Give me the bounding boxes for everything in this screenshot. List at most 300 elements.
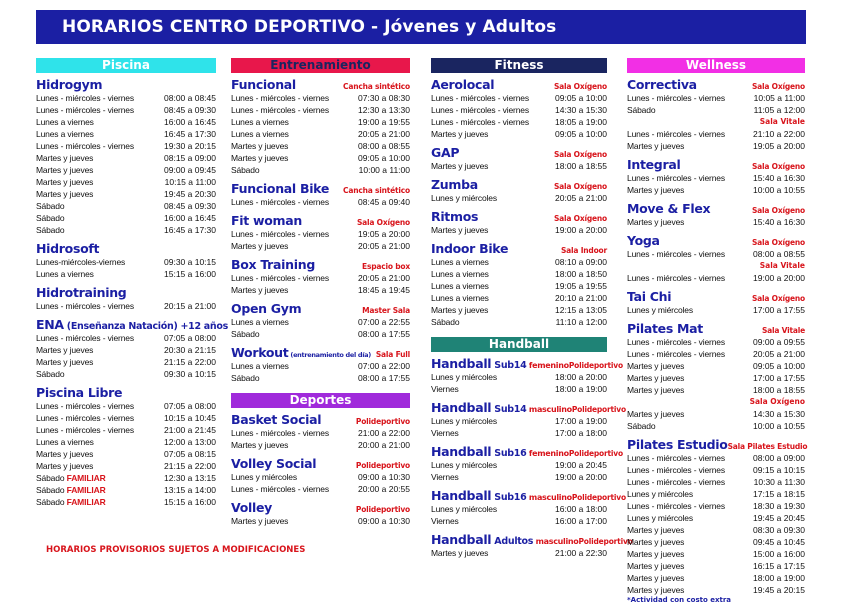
sub-location: Sala Vitale [759,117,805,126]
activity-block [36,317,228,380]
schedule-days: Lunes y miércoles [431,504,497,514]
schedule-time: 15:15 a 16:00 [164,269,216,279]
activity-header [627,157,805,172]
activity-block [431,532,633,559]
activity-block [627,157,805,196]
schedule-days: Lunes y miércoles [627,513,693,523]
schedule-row [231,272,410,284]
activity-header [36,317,228,332]
activity-location: Sala Indoor [560,246,607,255]
schedule-row [627,464,805,476]
schedule-time: 13:15 a 14:00 [164,485,216,495]
schedule-days: Lunes y miércoles [627,305,693,315]
schedule-row [36,256,216,268]
activity-header [231,456,410,471]
schedule-time: 16:00 a 18:00 [555,504,607,514]
schedule-row [431,304,607,316]
schedule-row [231,92,410,104]
schedule-time: 08:30 a 09:30 [753,525,805,535]
activity-location: Polideportivo [568,361,623,370]
schedule-days: Martes y jueves [431,225,489,235]
schedule-time: 18:00 a 19:00 [555,384,607,394]
schedule-row [36,212,216,224]
schedule-time: 08:45 a 09:30 [164,201,216,211]
activity-block [431,241,607,328]
activity-block [431,209,607,236]
schedule-row [231,128,410,140]
schedule-days: Martes y jueves [36,449,94,459]
activity-name: Hidrotraining [36,285,127,300]
schedule-row [231,515,410,527]
schedule-time: 21:00 a 22:30 [555,548,607,558]
schedule-days: Lunes - miércoles - viernes [431,105,529,115]
schedule-time: 07:00 a 22:00 [358,361,410,371]
schedule-time: 19:00 a 20:00 [753,273,805,283]
schedule-days: Lunes - miércoles - viernes [231,229,329,239]
activity-block [431,145,607,172]
schedule-row [627,336,805,348]
schedule-row [231,483,410,495]
activity-header [36,77,216,92]
activity-header [627,437,808,452]
activity-block [231,257,410,296]
schedule-row [36,472,216,484]
schedule-days: Martes y jueves [627,409,685,419]
activity-name: Piscina Libre [36,385,123,400]
provisional-note: HORARIOS PROVISORIOS SUJETOS A MODIFICACIONES [46,545,306,555]
activity-header [231,345,410,360]
schedule-days: Sábado [36,369,65,379]
schedule-days: Lunes - miércoles - viernes [36,401,134,411]
schedule-row [231,116,410,128]
schedule-time: 19:45 a 20:30 [164,189,216,199]
schedule-time: 09:05 a 10:00 [753,361,805,371]
schedule-days: Viernes [431,516,459,526]
schedule-days: Lunes - miércoles - viernes [627,501,725,511]
activity-block [431,77,607,140]
activity-block [627,201,805,228]
schedule-row [36,460,216,472]
schedule-days: Sábado [431,317,460,327]
activity-gender: masculino [533,537,579,546]
schedule-time: 12:15 a 13:05 [555,305,607,315]
activity-suffix: Sub14 [491,360,527,371]
schedule-days: Martes y jueves [36,153,94,163]
schedule-days: Lunes - miércoles - viernes [36,413,134,423]
activity-location: Sala Oxígeno [751,206,805,215]
activity-name: Handball Sub14 masculino [431,400,572,415]
schedule-time: 18:30 a 19:30 [753,501,805,511]
schedule-time: 19:45 a 20:45 [753,513,805,523]
activity-header [431,241,607,256]
schedule-row [231,228,410,240]
schedule-days: Lunes - miércoles - viernes [36,105,134,115]
schedule-days: Lunes - miércoles - viernes [36,333,134,343]
activity-header [431,177,607,192]
schedule-days: Lunes - miércoles - viernes [36,93,134,103]
schedule-time: 10:00 a 11:00 [358,165,410,175]
schedule-time: 12:00 a 13:00 [164,437,216,447]
activity-name: Tai Chi [627,289,672,304]
schedule-row [627,512,805,524]
schedule-time: 08:15 a 09:00 [164,153,216,163]
schedule-row [431,292,607,304]
schedule-row [627,184,805,196]
schedule-row [36,368,216,380]
schedule-time: 09:05 a 10:00 [358,153,410,163]
activity-name: Hidrosoft [36,241,100,256]
activity-block [36,285,216,312]
schedule-row [36,200,216,212]
schedule-days: Martes y jueves [627,585,685,595]
schedule-time: 19:05 a 20:00 [358,229,410,239]
schedule-row [431,515,607,527]
activity-name: Pilates Estudio [627,437,728,452]
activity-location: Espacio box [362,262,410,271]
activity-name: Open Gym [231,301,302,316]
schedule-days: Viernes [431,428,459,438]
schedule-time: 17:15 a 18:15 [753,489,805,499]
activity-header [627,77,805,92]
activity-block [36,77,216,236]
activity-block [431,444,623,483]
activity-name: Move & Flex [627,201,711,216]
schedule-time: 09:45 a 10:45 [753,537,805,547]
schedule-row [627,172,805,184]
schedule-row [231,104,410,116]
activity-block [231,77,410,176]
activity-header [36,385,216,400]
schedule-days: Martes y jueves [627,385,685,395]
schedule-days: Martes y jueves [627,561,685,571]
schedule-days: Lunes - miércoles - viernes [231,93,329,103]
schedule-row [627,452,805,464]
activity-header [231,181,410,196]
schedule-days: Lunes - miércoles - viernes [231,197,329,207]
schedule-days: Lunes - miércoles - viernes [231,273,329,283]
schedule-row [36,92,216,104]
schedule-time: 17:00 a 18:00 [555,428,607,438]
extra-cost-footnote: *Actividad con costo extra [627,596,731,604]
schedule-row [431,268,607,280]
schedule-days: Martes y jueves [431,305,489,315]
schedule-days: Lunes a viernes [431,269,489,279]
activity-name: Handball Sub16 masculino [431,488,572,503]
schedule-time: 21:00 a 21:45 [164,425,216,435]
schedule-time: 19:00 a 19:55 [358,117,410,127]
schedule-row [627,524,805,536]
schedule-days: Lunes y miércoles [431,372,497,382]
schedule-time: 16:00 a 16:45 [164,117,216,127]
schedule-days: Martes y jueves [627,537,685,547]
schedule-days: Lunes - miércoles - viernes [36,301,134,311]
schedule-time: 07:30 a 08:30 [358,93,410,103]
schedule-row [36,300,216,312]
schedule-row [431,427,607,439]
schedule-days: Martes y jueves [627,549,685,559]
schedule-time: 19:05 a 20:00 [753,141,805,151]
schedule-row [627,420,805,432]
activity-header [231,301,410,316]
activity-location: Sala Oxígeno [751,82,805,91]
activity-header [431,77,607,92]
schedule-time: 08:00 a 08:55 [358,141,410,151]
schedule-row [231,372,410,384]
activity-name: Funcional Bike [231,181,330,196]
schedule-time: 18:00 a 18:50 [555,269,607,279]
activity-suffix: Sub16 [491,448,527,459]
activity-block [36,241,216,280]
schedule-time: 09:00 a 10:30 [358,516,410,526]
schedule-time: 18:00 a 18:55 [753,385,805,395]
activity-gender: femenino [526,361,569,370]
activity-block [231,412,410,451]
schedule-days: Martes y jueves [627,525,685,535]
schedule-row [627,348,805,360]
schedule-days: Lunes y miércoles [627,489,693,499]
activity-location: Cancha sintético [343,186,410,195]
schedule-time: 08:00 a 17:55 [358,373,410,383]
schedule-time: 15:15 a 16:00 [164,497,216,507]
activity-block [231,345,410,384]
schedule-time: 17:00 a 19:00 [555,416,607,426]
schedule-days: Lunes a viernes [231,129,289,139]
schedule-row [627,488,805,500]
schedule-time: 21:10 a 22:00 [753,129,805,139]
schedule-time: 10:30 a 11:30 [753,477,805,487]
schedule-time: 15:00 a 16:00 [753,549,805,559]
schedule-days: Martes y jueves [231,153,289,163]
schedule-time: 07:00 a 22:55 [358,317,410,327]
activity-header [431,444,623,459]
schedule-row [431,104,607,116]
schedule-time: 07:05 a 08:15 [164,449,216,459]
schedule-row [431,116,607,128]
schedule-row [36,356,216,368]
activity-header [431,400,626,415]
schedule-time: 18:05 a 19:00 [555,117,607,127]
section-header: Deportes [231,393,410,408]
schedule-days: Lunes y miércoles [431,416,497,426]
schedule-days: Lunes - miércoles - viernes [431,117,529,127]
schedule-days: Viernes [431,384,459,394]
schedule-time: 08:00 a 17:55 [358,329,410,339]
activity-name: Hidrogym [36,77,103,92]
schedule-days: Lunes - miércoles - viernes [627,477,725,487]
familiar-tag: FAMILIAR [66,497,106,507]
schedule-time: 08:00 a 09:00 [753,453,805,463]
schedule-row [431,160,607,172]
activity-location: Sala Oxígeno [553,150,607,159]
activity-block [627,321,805,432]
schedule-row [36,412,216,424]
activity-location: Sala Oxígeno [553,214,607,223]
schedule-row [627,476,805,488]
schedule-row [627,216,805,228]
schedule-time: 09:30 a 10:15 [164,257,216,267]
activity-header [431,209,607,224]
activity-name: Funcional [231,77,296,92]
schedule-row [36,424,216,436]
schedule-days: Lunes a viernes [231,361,289,371]
schedule-time: 08:10 a 09:00 [555,257,607,267]
schedule-days: Martes y jueves [231,516,289,526]
activity-block [431,177,607,204]
schedule-time: 12:30 a 13:30 [358,105,410,115]
schedule-days: Lunes a viernes [231,117,289,127]
schedule-days: Lunes - miércoles - viernes [231,428,329,438]
activity-name: Fit woman [231,213,302,228]
schedule-row [627,500,805,512]
schedule-days: Lunes - miércoles - viernes [627,273,725,283]
schedule-time: 20:15 a 21:00 [164,301,216,311]
activity-location: Sala Full [375,350,410,359]
schedule-time: 16:45 a 17:30 [164,129,216,139]
schedule-time: 14:30 a 15:30 [753,409,805,419]
schedule-row [231,140,410,152]
schedule-time: 08:00 a 08:55 [753,249,805,259]
activity-location: Sala Oxígeno [553,182,607,191]
column-3 [431,58,633,564]
activity-header [627,321,805,336]
schedule-days: Lunes a viernes [231,317,289,327]
schedule-time: 20:10 a 21:00 [555,293,607,303]
familiar-tag: FAMILIAR [66,473,106,483]
schedule-row [431,192,607,204]
schedule-days: Lunes - miércoles - viernes [627,349,725,359]
activity-block [231,500,410,527]
schedule-days: Lunes - miércoles - viernes [627,129,725,139]
schedule-time: 20:05 a 21:00 [358,273,410,283]
sub-location: Sala Oxígeno [749,397,805,406]
schedule-days: Sábado [627,421,656,431]
schedule-days: Martes y jueves [431,548,489,558]
schedule-row [36,128,216,140]
schedule-time: 09:00 a 09:45 [164,165,216,175]
schedule-days: Lunes a viernes [431,281,489,291]
activity-name: Pilates Mat [627,321,703,336]
schedule-row [627,360,805,372]
schedule-time: 15:40 a 16:30 [753,173,805,183]
schedule-row [627,372,805,384]
schedule-time: 09:00 a 09:55 [753,337,805,347]
activity-name: GAP [431,145,460,160]
section-header: Entrenamiento [231,58,410,73]
activity-gender: masculino [526,493,572,502]
schedule-row [36,224,216,236]
activity-header [431,488,626,503]
schedule-days: Martes y jueves [627,185,685,195]
schedule-time: 20:30 a 21:15 [164,345,216,355]
section-header: Handball [431,337,607,352]
schedule-row [627,304,805,316]
schedule-days: Lunes y miércoles [431,460,497,470]
schedule-days: Martes y jueves [231,440,289,450]
activity-header [231,412,410,427]
activity-block [231,301,410,340]
schedule-time: 11:10 a 12:00 [555,317,607,327]
schedule-days: Lunes - miércoles - viernes [231,484,329,494]
schedule-days: Lunes - miércoles - viernes [627,453,725,463]
schedule-days: Lunes a viernes [431,293,489,303]
schedule-time: 10:00 a 10:55 [753,185,805,195]
activity-name: Volley Social [231,456,317,471]
schedule-time: 20:05 a 21:00 [358,241,410,251]
column-4 [627,58,808,605]
schedule-time: 08:45 a 09:30 [164,105,216,115]
schedule-time: 20:00 a 21:00 [358,440,410,450]
activity-location: Sala Oxígeno [751,238,805,247]
schedule-days: Lunes - miércoles - viernes [627,173,725,183]
schedule-days: Sábado [36,225,65,235]
schedule-time: 17:00 a 17:55 [753,373,805,383]
schedule-row [627,548,805,560]
activity-name: Aerolocal [431,77,495,92]
schedule-days: Lunes a viernes [36,117,94,127]
schedule-row [36,176,216,188]
schedule-row [231,328,410,340]
sub-location: Sala Vitale [759,261,805,270]
schedule-row [627,140,805,152]
schedule-days: Martes y jueves [627,373,685,383]
schedule-row [431,128,607,140]
activity-block [627,437,808,596]
activity-name: Handball Sub14 femenino [431,356,569,371]
activity-header [231,500,410,515]
schedule-row [36,140,216,152]
schedule-days: Sábado FAMILIAR [36,497,106,507]
schedule-days: Lunes - miércoles - viernes [627,465,725,475]
activity-location: Polideportivo [571,405,626,414]
schedule-row [627,272,805,284]
schedule-time: 09:05 a 10:00 [555,129,607,139]
schedule-row [36,116,216,128]
activity-block [627,289,805,316]
schedule-time: 18:45 a 19:45 [358,285,410,295]
schedule-row [36,400,216,412]
activity-location: Sala Pilates Estudio [727,442,808,451]
schedule-time: 15:40 a 16:30 [753,217,805,227]
schedule-time: 19:00 a 20:00 [555,225,607,235]
schedule-days: Martes y jueves [627,217,685,227]
schedule-time: 08:00 a 08:45 [164,93,216,103]
schedule-row [231,427,410,439]
schedule-time: 12:30 a 13:15 [164,473,216,483]
schedule-time: 16:45 a 17:30 [164,225,216,235]
activity-block [36,385,216,508]
schedule-days: Lunes a viernes [36,129,94,139]
schedule-time: 21:15 a 22:00 [164,461,216,471]
schedule-row [231,439,410,451]
schedule-row [36,332,216,344]
schedule-days: Lunes - miércoles - viernes [627,249,725,259]
schedule-time: 09:15 a 10:15 [753,465,805,475]
schedule-days: Sábado [36,201,65,211]
schedule-row [627,104,805,116]
schedule-days: Lunes y miércoles [431,193,497,203]
schedule-days: Lunes - miércoles - viernes [627,93,725,103]
activity-name: Ritmos [431,209,479,224]
schedule-days: Sábado FAMILIAR [36,473,106,483]
activity-name: Handball Sub16 femenino [431,444,569,459]
schedule-time: 07:05 a 08:00 [164,333,216,343]
activity-header [627,289,805,304]
schedule-time: 21:15 a 22:00 [164,357,216,367]
activity-name: Handball Adultos masculino [431,532,579,547]
page-title: HORARIOS CENTRO DEPORTIVO - Jóvenes y Adultos [36,10,806,44]
activity-suffix: Adultos [491,536,534,547]
schedule-row [627,384,805,396]
